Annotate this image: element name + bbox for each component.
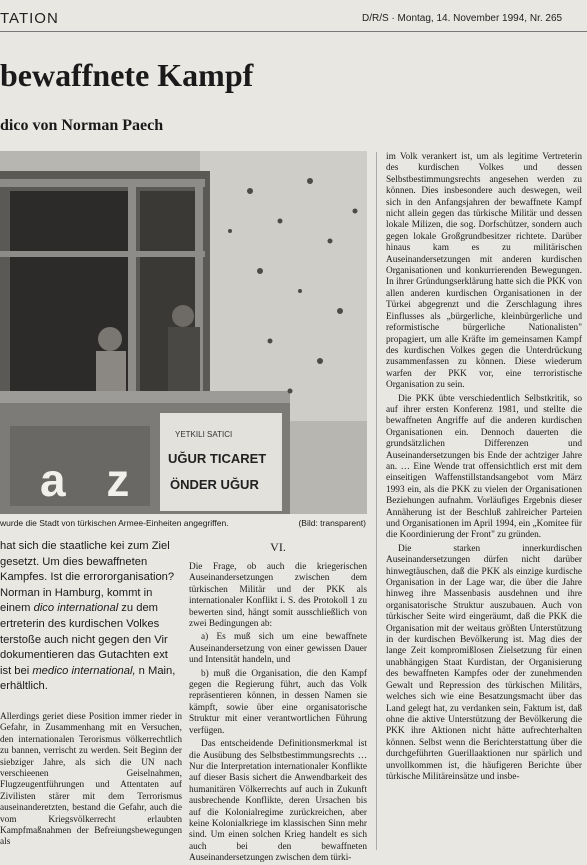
column-1-paragraph: Allerdings geriet diese Position immer rieder in Gefahr, in Zusammenhang mit en Versuchen, den internationalen Terorismus völkerrechtlich zu bannen, verrischt zu werden. Seit Beginn der siebziger Jahre, als sich die UN nach verschieenen Geiselnahmen, Flugzeugentführungen und Attentaten auf Zivilisten stärer mit dem Terrorismus auseinanderetzten, bestand die Gefahr, auch die vom Kriegsvölkerrecht erlaubten Kampfmaßnahmen der Befreiungsbewegungen als xyxy=(0,712,182,848)
lead-text-1: hat sich die staatliche kei zum Ziel gesetzt. Um dies bewaffneten Kampfes. Ist die errororganisation? Norman in Hamburg, kommt in einem xyxy=(0,540,175,615)
caption-text: wurde die Stadt von türkischen Armee-Einheiten angegriffen. xyxy=(0,518,229,528)
column-2-paragraph: b) muß die Organisation, die den Kampf gegen die Regierung führt, auch das Volk repräsentieren können, in dessen Namen sie kämpft, sowie über eine organisatorische Struktur mit einer verantwortlichen Führung verfügen. xyxy=(189,668,367,736)
column-3 xyxy=(386,152,582,783)
photo-drawing xyxy=(0,151,367,514)
section-heading: VI. xyxy=(270,540,286,554)
column-3-paragraph: Die starken innerkurdischen Auseinandersetzungen dürfen nicht darüber hinwegtäuschen, daß die PKK als einzige kurdische Organisation in der Lage war, die über die Jahre hinweg ihre Massenbasis ausdehnen und ihre organisatorische Struktur auszubauen. Auch von türkischer Seite wird eingeräumt, daß die PKK die Organisation mit der weitaus größten Unterstützung in der kurdischen Bevölkerung ist. Mag dies der lange Zeit kompromißlosen Zielsetzung für einen unabhängigen Staat Kurdistan, der Organisierung des bewaffneten Kampfes oder der zunehmenden Gewalt und Repression des türkischen Militärs, welches sich wie eine Besatzungsmacht über das Land gelegt hat, zu verdanken sein, Faktum ist, daß ohne die aktive Unterstützung der Bevölkerung die PKK ihre Aktionen nicht hätte aufrechterhalten können. Selbst wenn die Berichterstattung über die durchgeführten Guerillaaktionen nur spärlich und unvollkommen ist, die häufigeren Berichte über türkische Militäreinsätze und insbe- xyxy=(386,543,582,782)
news-photo xyxy=(0,151,367,514)
lead-paragraph xyxy=(0,539,182,695)
column-2-paragraph: Die Frage, ob auch die kriegerischen Auseinandersetzungen zwischen dem türkischen Militär und der PKK als internationaler Konflikt i. S. des Protokoll 1 zu bewerten sind, hängt somit ausschließlich von zwei Bedingungen ab: xyxy=(189,562,367,630)
lead-text-3: n Main, erhältlich. xyxy=(0,664,176,693)
section-title: TATION xyxy=(0,10,59,27)
sign-line2: ÖNDER UĞUR xyxy=(170,477,259,492)
byline: dico von Norman Paech xyxy=(0,117,164,134)
photo-letters: a z xyxy=(40,454,144,506)
column-3-paragraph: Die PKK übte verschiedentlich Selbstkritik, so auf ihrer ersten Konferenz 1981, und stellte die bewaffneten Angriffe auf die anderen kurdischen Organisationen ein. Dennoch dauerten die grundsätzlichen Differenzen und Auseinandersetzungen bis Ende der achtziger Jahre an. … Eine Wende trat offensichtlich erst mit dem einseitigen Waffenstillstandsangebot vom März 1993 ein, als die PKK zu vielen der Organisationen Beziehungen aufnahm. Vorläufiges Ergebnis dieser Annäherung ist der Beschluß zahlreicher Parteien und Organisationen im April 1994, ein „Komitee für die Koordinierung der Front" zu gründen. xyxy=(386,393,582,541)
lead-emphasis-1: dico international xyxy=(33,602,119,615)
column-2 xyxy=(189,562,367,865)
column-3-paragraph: im Volk verankert ist, um als legitime Vertreterin des kurdischen Volkes und dessen Selbstbestimmungsrechts angesehen werden zu können. Dies insbesondere auch deswegen, weil sich in den Anfangsjahren der bewaffnete Kampf nicht allein gegen das türkische Militär und dessen lokale Milizen, die sog. Dorfschützer, sondern auch gegen lokale Großgrundbesitzer richtete. Darüber hinaus kam es zu militärischen Auseinandersetzungen mit anderen kurdischen Organisationen und konkurrierenden Bewegungen. In ihrer Gründungserklärung hatte sich die PKK von allen anderen kurdischen Organisationen in der Türkei abgegrenzt und die Zerschlagung ihres Einflusses als „bürgerliche, kleinbürgerliche und reformistische bürgerliche Nationalisten" propagiert, um alle Kräfte im gemeinsamen Kampf des kurdischen Volkes gegen die Unterdrückung zusammenfassen zu können. Diese wiederum warfen der PKK vor, eine terroristische Organisation zu sein. xyxy=(386,152,582,391)
column-2-paragraph: a) Es muß sich um eine bewaffnete Auseinandersetzung von einer gewissen Dauer und Intensität handeln, und xyxy=(189,632,367,666)
issue-line: D/R/S · Montag, 14. November 1994, Nr. 265 xyxy=(362,13,563,24)
column-divider xyxy=(376,152,377,850)
lead-text-2: zu dem ertreterin des kurdischen Volkes terstoße auch nicht gegen den Vir dokumentieren das Gutachten ext ist bei xyxy=(0,602,168,677)
photo-credit: (Bild: transparent) xyxy=(298,518,366,528)
header-rule xyxy=(0,31,587,32)
sign-line1: UĞUR TICARET xyxy=(168,451,267,466)
headline: bewaffnete Kampf xyxy=(0,57,254,93)
lead-emphasis-2: medico international, xyxy=(32,664,136,677)
photo-caption xyxy=(0,518,366,528)
column-1 xyxy=(0,712,182,849)
sign-top: YETKILI SATICI xyxy=(175,430,233,439)
column-2-paragraph: Das entscheidende Definitionsmerkmal ist die Ausübung des Selbstbestimmungsrechts … Nur die Interpretation internationaler Konflikte auf dieser Basis sichert die Anwendbarkeit des humanitären Völkerrechts auf auch in Zukunft ausbrechende Konflikte, deren Ursachen bis auf die Kolonialregime zurückreichen, aber keine Kolonialkriege im klassischen Sinn mehr sind. Um einen solchen Krieg handelt es sich auch bei den bewaffneten Auseinandersetzungen zwischen dem türki- xyxy=(189,739,367,864)
